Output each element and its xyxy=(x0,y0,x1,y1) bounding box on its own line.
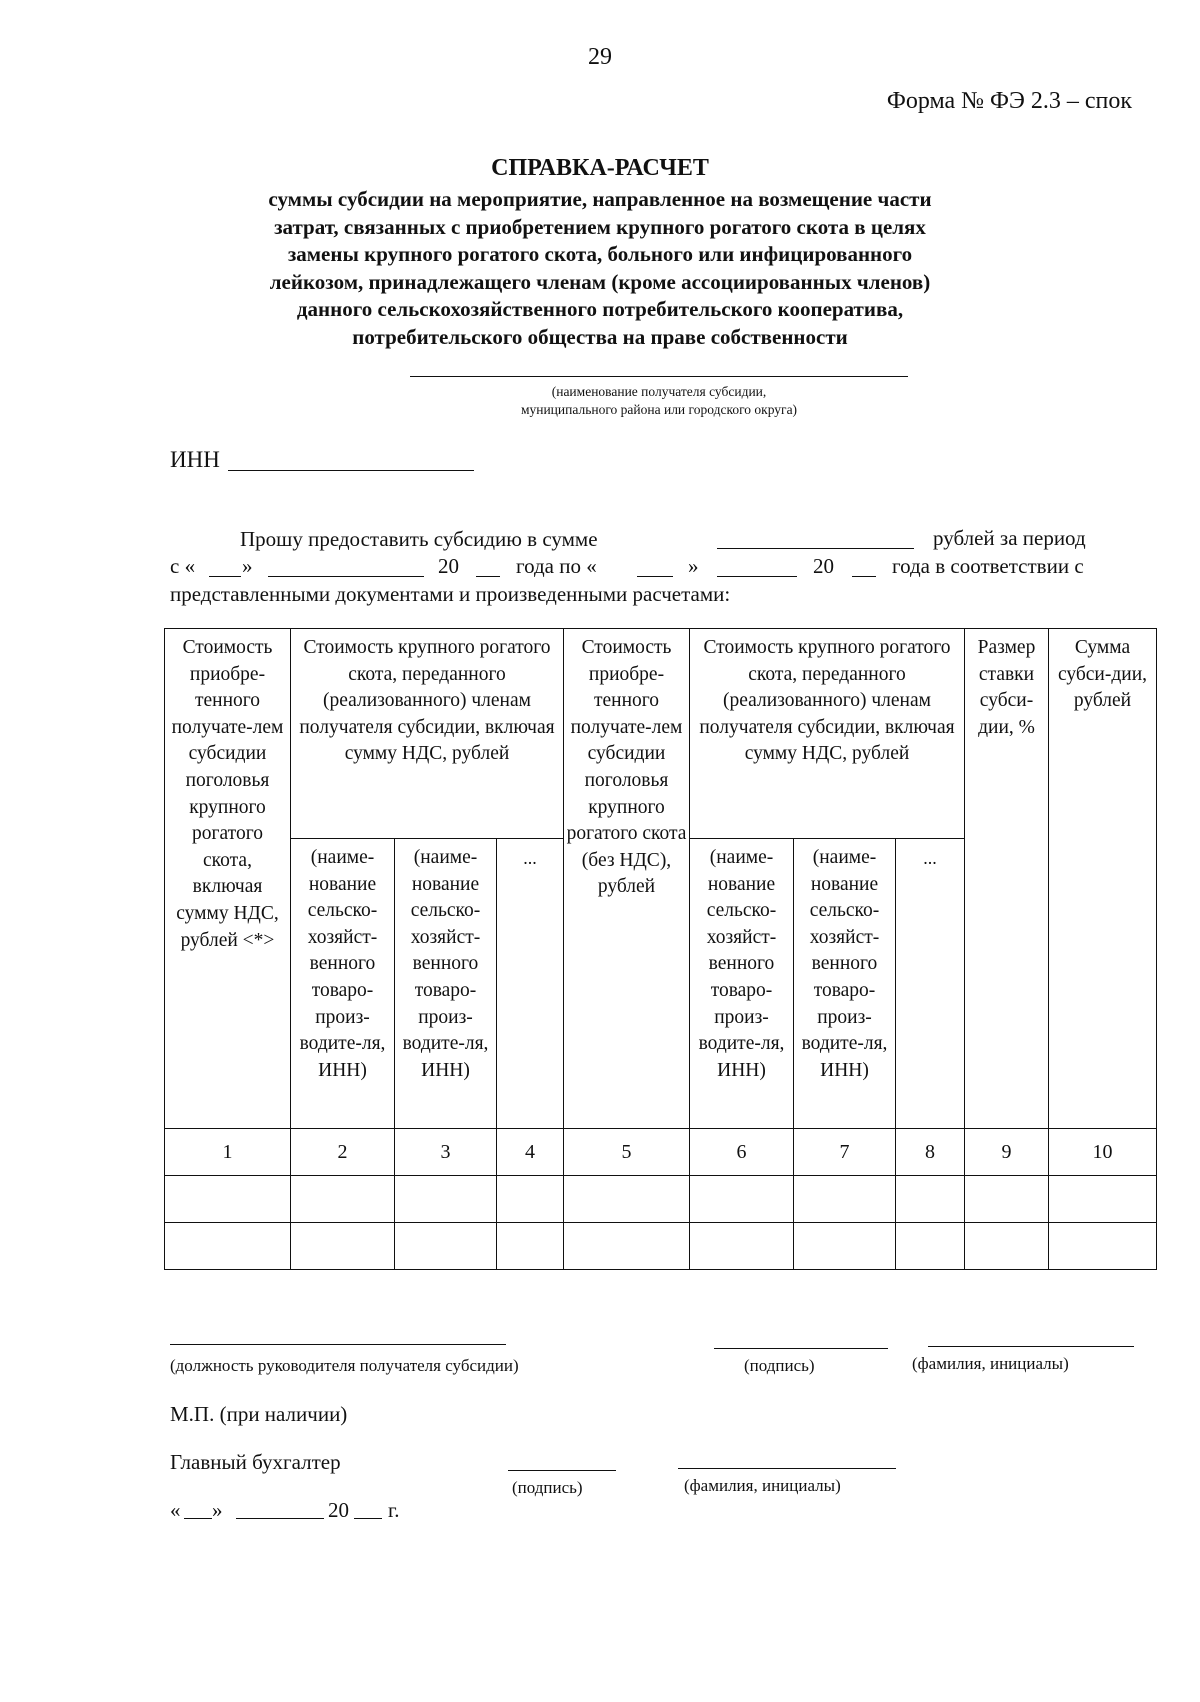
position-field[interactable] xyxy=(170,1344,506,1345)
table-cell[interactable] xyxy=(564,1223,690,1270)
period-from-prefix: с « xyxy=(170,554,196,578)
column-number-row xyxy=(165,1129,1157,1176)
name-field[interactable] xyxy=(928,1346,1134,1347)
recipient-caption-line: (наименование получателя субсидии, xyxy=(551,384,767,399)
column-number: 1 xyxy=(165,1129,291,1176)
column-number: 2 xyxy=(291,1129,395,1176)
column-number: 3 xyxy=(395,1129,497,1176)
table-cell[interactable] xyxy=(291,1223,395,1270)
calculation-table xyxy=(164,628,1157,1270)
inn-field[interactable] xyxy=(228,470,474,471)
period-suffix: года в соответствии с xyxy=(892,554,1084,578)
position-caption: (должность руководителя получателя субсидии) xyxy=(170,1356,519,1375)
period-from-day-field[interactable] xyxy=(209,576,241,577)
document-title: СПРАВКА-РАСЧЕТ xyxy=(491,155,709,181)
column-number: 6 xyxy=(690,1129,794,1176)
header-sub-a3: ... xyxy=(497,839,564,1129)
date-century: 20 xyxy=(328,1498,349,1522)
table-row xyxy=(165,1223,1157,1270)
recipient-name-field[interactable] xyxy=(410,376,908,377)
seal-label: М.П. (при наличии) xyxy=(170,1402,348,1426)
request-line-1-start: Прошу предоставить субсидию в сумме xyxy=(240,527,598,551)
date-suffix: г. xyxy=(388,1498,400,1522)
header-group-b: Стоимость крупного рогатого скота, переданного (реализованного) членам получателя субсидии, включая сумму НДС, рублей xyxy=(690,629,965,839)
column-number: 4 xyxy=(497,1129,564,1176)
header-sub-a1: (наиме-нование сельско-хозяйст-венного товаро-произ-водите-ля, ИНН) xyxy=(291,839,395,1129)
period-to-prefix: года по « xyxy=(516,554,597,578)
signature-caption: (подпись) xyxy=(744,1356,815,1375)
table-cell[interactable] xyxy=(965,1223,1049,1270)
table-cell[interactable] xyxy=(395,1176,497,1223)
table-cell[interactable] xyxy=(497,1223,564,1270)
date-quote-close: » xyxy=(212,1498,223,1522)
table-cell[interactable] xyxy=(291,1176,395,1223)
table-cell[interactable] xyxy=(690,1176,794,1223)
accountant-signature-field[interactable] xyxy=(508,1470,616,1471)
header-col5: Стоимость приобре-тенного получате-лем субсидии поголовья крупного рогатого скота (без НДС), рублей xyxy=(564,629,690,1129)
header-col9: Размер ставки субси-дии, % xyxy=(965,629,1049,1129)
table-cell[interactable] xyxy=(564,1176,690,1223)
period-from-month-field[interactable] xyxy=(268,576,424,577)
table-cell[interactable] xyxy=(965,1176,1049,1223)
subtitle-line: лейкозом, принадлежащего членам (кроме ассоциированных членов) xyxy=(269,269,931,294)
table-cell[interactable] xyxy=(794,1176,896,1223)
header-col1: Стоимость приобре-тенного получате-лем субсидии поголовья крупного рогатого скота, включая сумму НДС, рублей <*> xyxy=(165,629,291,1129)
period-from-year-field[interactable] xyxy=(476,576,500,577)
accountant-name-caption: (фамилия, инициалы) xyxy=(684,1476,841,1495)
form-number: Форма № ФЭ 2.3 – спок xyxy=(886,88,1132,114)
period-from-quote-close: » xyxy=(242,554,253,578)
page-number: 29 xyxy=(588,44,612,70)
request-line-1-end: рублей за период xyxy=(933,526,1086,550)
column-number: 5 xyxy=(564,1129,690,1176)
subsidy-amount-field[interactable] xyxy=(717,548,914,549)
recipient-caption xyxy=(410,383,908,419)
table-cell[interactable] xyxy=(896,1223,965,1270)
document-subtitle xyxy=(200,186,1000,351)
column-number: 10 xyxy=(1049,1129,1157,1176)
table-cell[interactable] xyxy=(165,1176,291,1223)
accountant-signature-caption: (подпись) xyxy=(512,1478,583,1497)
accountant-name-field[interactable] xyxy=(678,1468,896,1469)
name-caption: (фамилия, инициалы) xyxy=(912,1354,1069,1373)
chief-accountant-label: Главный бухгалтер xyxy=(170,1450,341,1474)
period-to-year-field[interactable] xyxy=(852,576,876,577)
table-cell[interactable] xyxy=(165,1223,291,1270)
subtitle-line: данного сельскохозяйственного потребительского кооператива, xyxy=(296,297,904,321)
date-month-field[interactable] xyxy=(236,1518,324,1519)
column-number: 7 xyxy=(794,1129,896,1176)
header-group-a: Стоимость крупного рогатого скота, переданного (реализованного) членам получателя субсидии, включая сумму НДС, рублей xyxy=(291,629,564,839)
recipient-caption-line: муниципального района или городского округа) xyxy=(520,402,798,417)
column-number: 8 xyxy=(896,1129,965,1176)
inn-label: ИНН xyxy=(170,447,220,472)
subtitle-line: суммы субсидии на мероприятие, направленное на возмещение части xyxy=(268,187,932,211)
subtitle-line: затрат, связанных с приобретением крупного рогатого скота в целях xyxy=(274,214,926,239)
table-cell[interactable] xyxy=(497,1176,564,1223)
table-cell[interactable] xyxy=(794,1223,896,1270)
header-sub-b3: ... xyxy=(896,839,965,1129)
header-col10: Сумма субси-дии, рублей xyxy=(1049,629,1157,1129)
period-to-century: 20 xyxy=(813,554,834,578)
table-cell[interactable] xyxy=(1049,1176,1157,1223)
date-quote-open: « xyxy=(170,1498,181,1522)
date-year-field[interactable] xyxy=(354,1518,382,1519)
date-day-field[interactable] xyxy=(184,1518,212,1519)
header-sub-b1: (наиме-нование сельско-хозяйст-венного товаро-произ-водите-ля, ИНН) xyxy=(690,839,794,1129)
period-from-century: 20 xyxy=(438,554,459,578)
subtitle-line: потребительского общества на праве собственности xyxy=(352,324,848,349)
period-to-month-field[interactable] xyxy=(717,576,797,577)
header-sub-a2: (наиме-нование сельско-хозяйст-венного товаро-произ-водите-ля, ИНН) xyxy=(395,839,497,1129)
table-cell[interactable] xyxy=(690,1223,794,1270)
table-cell[interactable] xyxy=(1049,1223,1157,1270)
table-row xyxy=(165,1176,1157,1223)
table-cell[interactable] xyxy=(896,1176,965,1223)
column-number: 9 xyxy=(965,1129,1049,1176)
table-cell[interactable] xyxy=(395,1223,497,1270)
period-to-quote-close: » xyxy=(688,554,699,578)
period-to-day-field[interactable] xyxy=(637,576,673,577)
subtitle-line: замены крупного рогатого скота, больного или инфицированного xyxy=(287,242,913,266)
request-line-3: представленными документами и произведенными расчетами: xyxy=(170,582,731,606)
header-sub-b2: (наиме-нование сельско-хозяйст-венного товаро-произ-водите-ля, ИНН) xyxy=(794,839,896,1129)
signature-field[interactable] xyxy=(714,1348,888,1349)
